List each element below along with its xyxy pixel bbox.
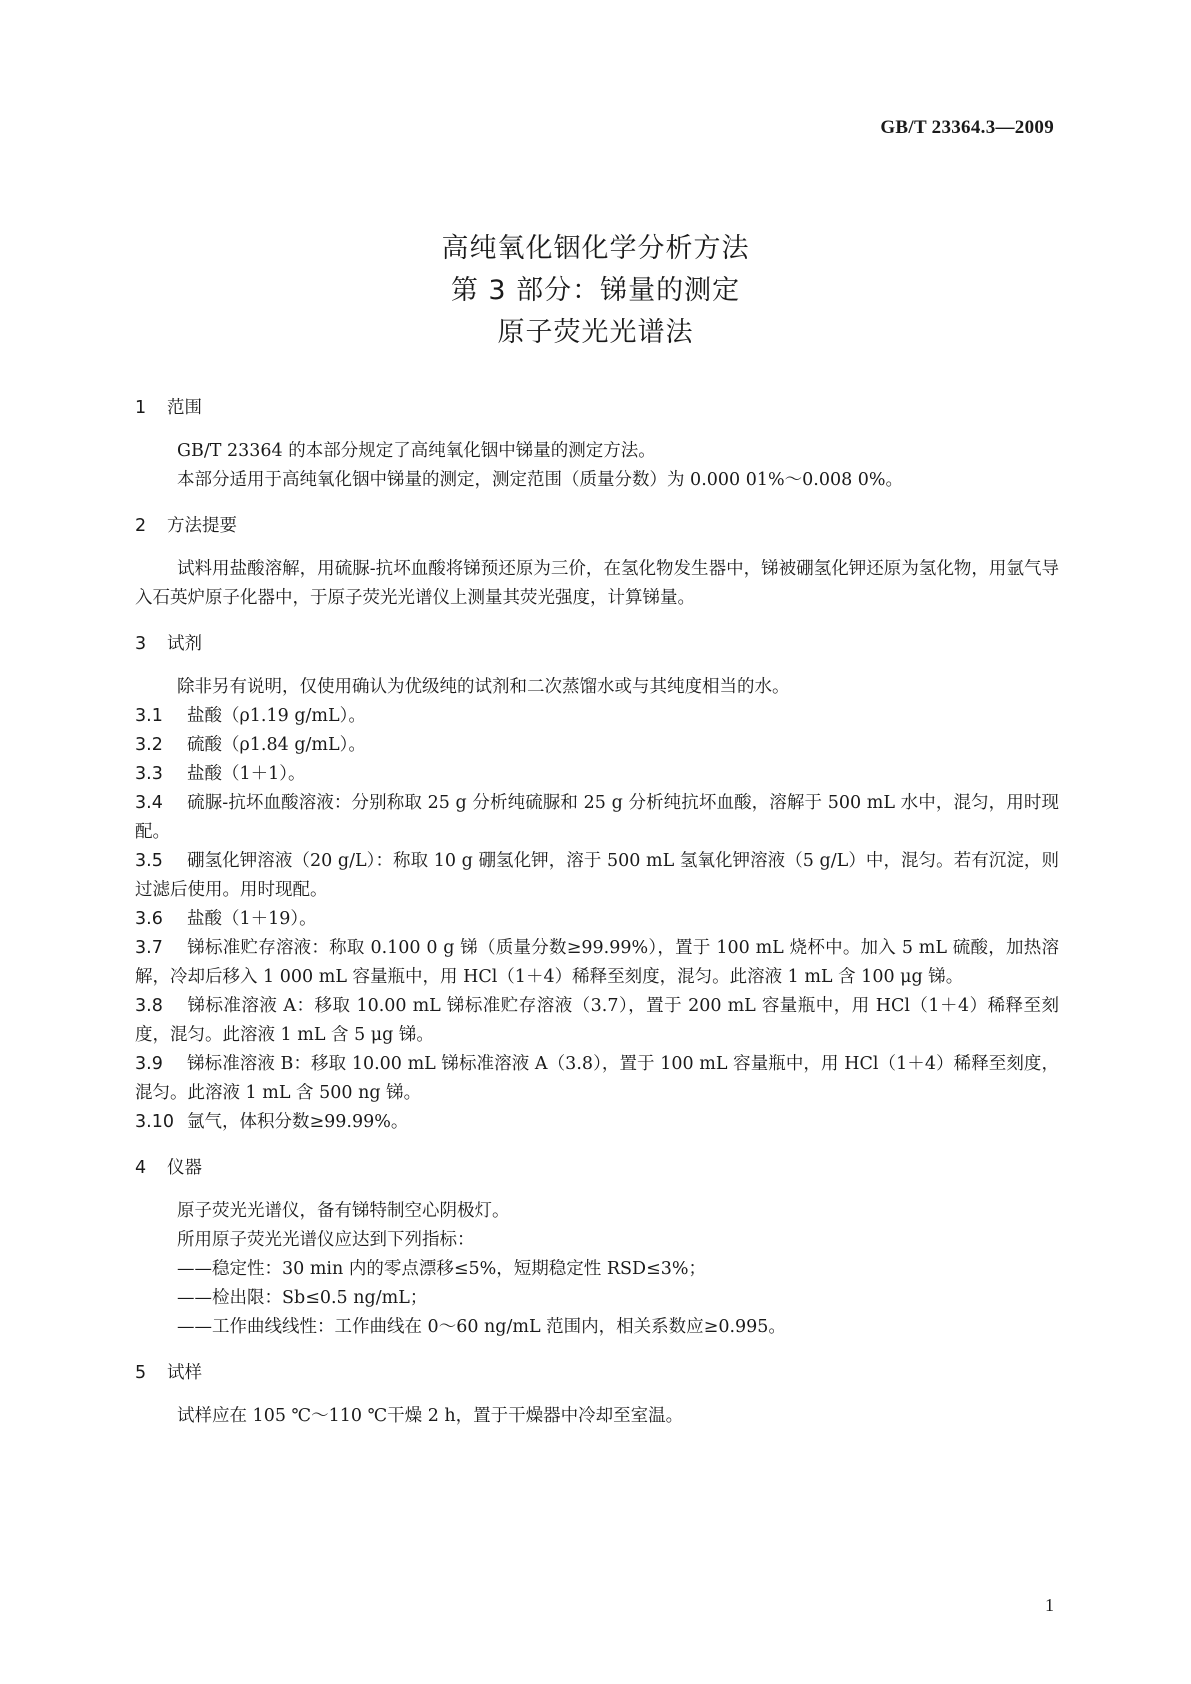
item-text: 锑标准贮存溶液：称取 0.100 0 g 锑（质量分数≥99.99%），置于 100 mL 烧杯中。加入 5 mL 硫酸，加热溶解，冷却后移入 1 000 mL 容量瓶中，用 HCl（1＋4）稀释至刻度，混匀。此溶液 1 mL 含 100 μg 锑。 (135, 938, 1059, 987)
section-heading-apparatus (135, 1154, 1059, 1183)
paragraph: 本部分适用于高纯氧化铟中锑量的测定，测定范围（质量分数）为 0.000 01%～0.008 0%。 (177, 470, 904, 490)
document-title (0, 228, 1191, 354)
item-number: 3.1 (135, 706, 163, 726)
section-heading-sample (135, 1359, 1059, 1388)
item-text: 盐酸（1＋1）。 (187, 764, 306, 784)
section-title: 方法提要 (167, 516, 237, 536)
list-item (135, 702, 1059, 731)
paragraph: 除非另有说明，仅使用确认为优级纯的试剂和二次蒸馏水或与其纯度相当的水。 (177, 677, 790, 697)
list-item (135, 789, 1059, 847)
list-item (135, 731, 1059, 760)
section-title: 范围 (167, 398, 202, 418)
document-body (135, 394, 1059, 1431)
section-heading-reagents (135, 630, 1059, 659)
item-number: 3.2 (135, 735, 163, 755)
section-title: 仪器 (167, 1158, 202, 1178)
dash-list-item: ——工作曲线线性：工作曲线在 0～60 ng/mL 范围内，相关系数应≥0.995。 (177, 1317, 786, 1337)
title-line-1: 高纯氧化铟化学分析方法 (441, 233, 750, 264)
list-item (135, 905, 1059, 934)
dash-list-item: ——检出限：Sb≤0.5 ng/mL； (177, 1288, 428, 1308)
item-text: 盐酸（ρ1.19 g/mL）。 (187, 706, 366, 726)
item-number: 3.3 (135, 764, 163, 784)
item-text: 锑标准溶液 B：移取 10.00 mL 锑标准溶液 A（3.8），置于 100 mL 容量瓶中，用 HCl（1＋4）稀释至刻度，混匀。此溶液 1 mL 含 500 ng 锑。 (135, 1054, 1059, 1103)
title-line-2: 第 3 部分：锑量的测定 (450, 275, 741, 306)
item-text: 硼氢化钾溶液（20 g/L）：称取 10 g 硼氢化钾，溶于 500 mL 氢氧化钾溶液（5 g/L）中，混匀。若有沉淀，则过滤后使用。用时现配。 (135, 851, 1059, 900)
list-item (135, 1050, 1059, 1108)
item-text: 氩气，体积分数≥99.99%。 (187, 1112, 409, 1132)
page-number: 1 (1045, 1595, 1054, 1615)
section-number: 4 (135, 1158, 147, 1178)
item-number: 3.8 (135, 996, 163, 1016)
item-number: 3.10 (135, 1112, 174, 1132)
section-number: 1 (135, 398, 147, 418)
list-item (135, 760, 1059, 789)
paragraph: 试样应在 105 ℃～110 ℃干燥 2 h，置于干燥器中冷却至室温。 (177, 1406, 684, 1426)
item-text: 硫酸（ρ1.84 g/mL）。 (187, 735, 366, 755)
item-number: 3.5 (135, 851, 163, 871)
paragraph: 所用原子荧光光谱仪应达到下列指标： (177, 1230, 475, 1250)
item-number: 3.9 (135, 1054, 163, 1074)
section-heading-principle (135, 512, 1059, 541)
section-title: 试样 (167, 1363, 202, 1383)
section-number: 3 (135, 634, 147, 654)
paragraph: 原子荧光光谱仪，备有锑特制空心阴极灯。 (177, 1201, 510, 1221)
item-text: 盐酸（1＋19）。 (187, 909, 317, 929)
list-item (135, 1108, 1059, 1137)
standard-code: GB/T 23364.3—2009 (880, 117, 1054, 138)
item-number: 3.4 (135, 793, 163, 813)
list-item (135, 934, 1059, 992)
section-number: 5 (135, 1363, 147, 1383)
section-title: 试剂 (167, 634, 202, 654)
item-number: 3.7 (135, 938, 163, 958)
title-line-3: 原子荧光光谱法 (497, 317, 694, 348)
item-text: 锑标准溶液 A：移取 10.00 mL 锑标准贮存溶液（3.7），置于 200 mL 容量瓶中，用 HCl（1＋4）稀释至刻度，混匀。此溶液 1 mL 含 5 μg 锑。 (135, 996, 1059, 1045)
paragraph: GB/T 23364 的本部分规定了高纯氧化铟中锑量的测定方法。 (177, 441, 656, 461)
list-item (135, 847, 1059, 905)
item-number: 3.6 (135, 909, 163, 929)
section-heading-scope (135, 394, 1059, 423)
section-number: 2 (135, 516, 147, 536)
list-item (135, 992, 1059, 1050)
paragraph: 试料用盐酸溶解，用硫脲-抗坏血酸将锑预还原为三价，在氢化物发生器中，锑被硼氢化钾还原为氢化物，用氩气导入石英炉原子化器中，于原子荧光光谱仪上测量其荧光强度，计算锑量。 (135, 559, 1059, 608)
dash-list-item: ——稳定性：30 min 内的零点漂移≤5%，短期稳定性 RSD≤3%； (177, 1259, 706, 1279)
item-text: 硫脲-抗坏血酸溶液：分别称取 25 g 分析纯硫脲和 25 g 分析纯抗坏血酸，溶解于 500 mL 水中，混匀，用时现配。 (135, 793, 1059, 842)
